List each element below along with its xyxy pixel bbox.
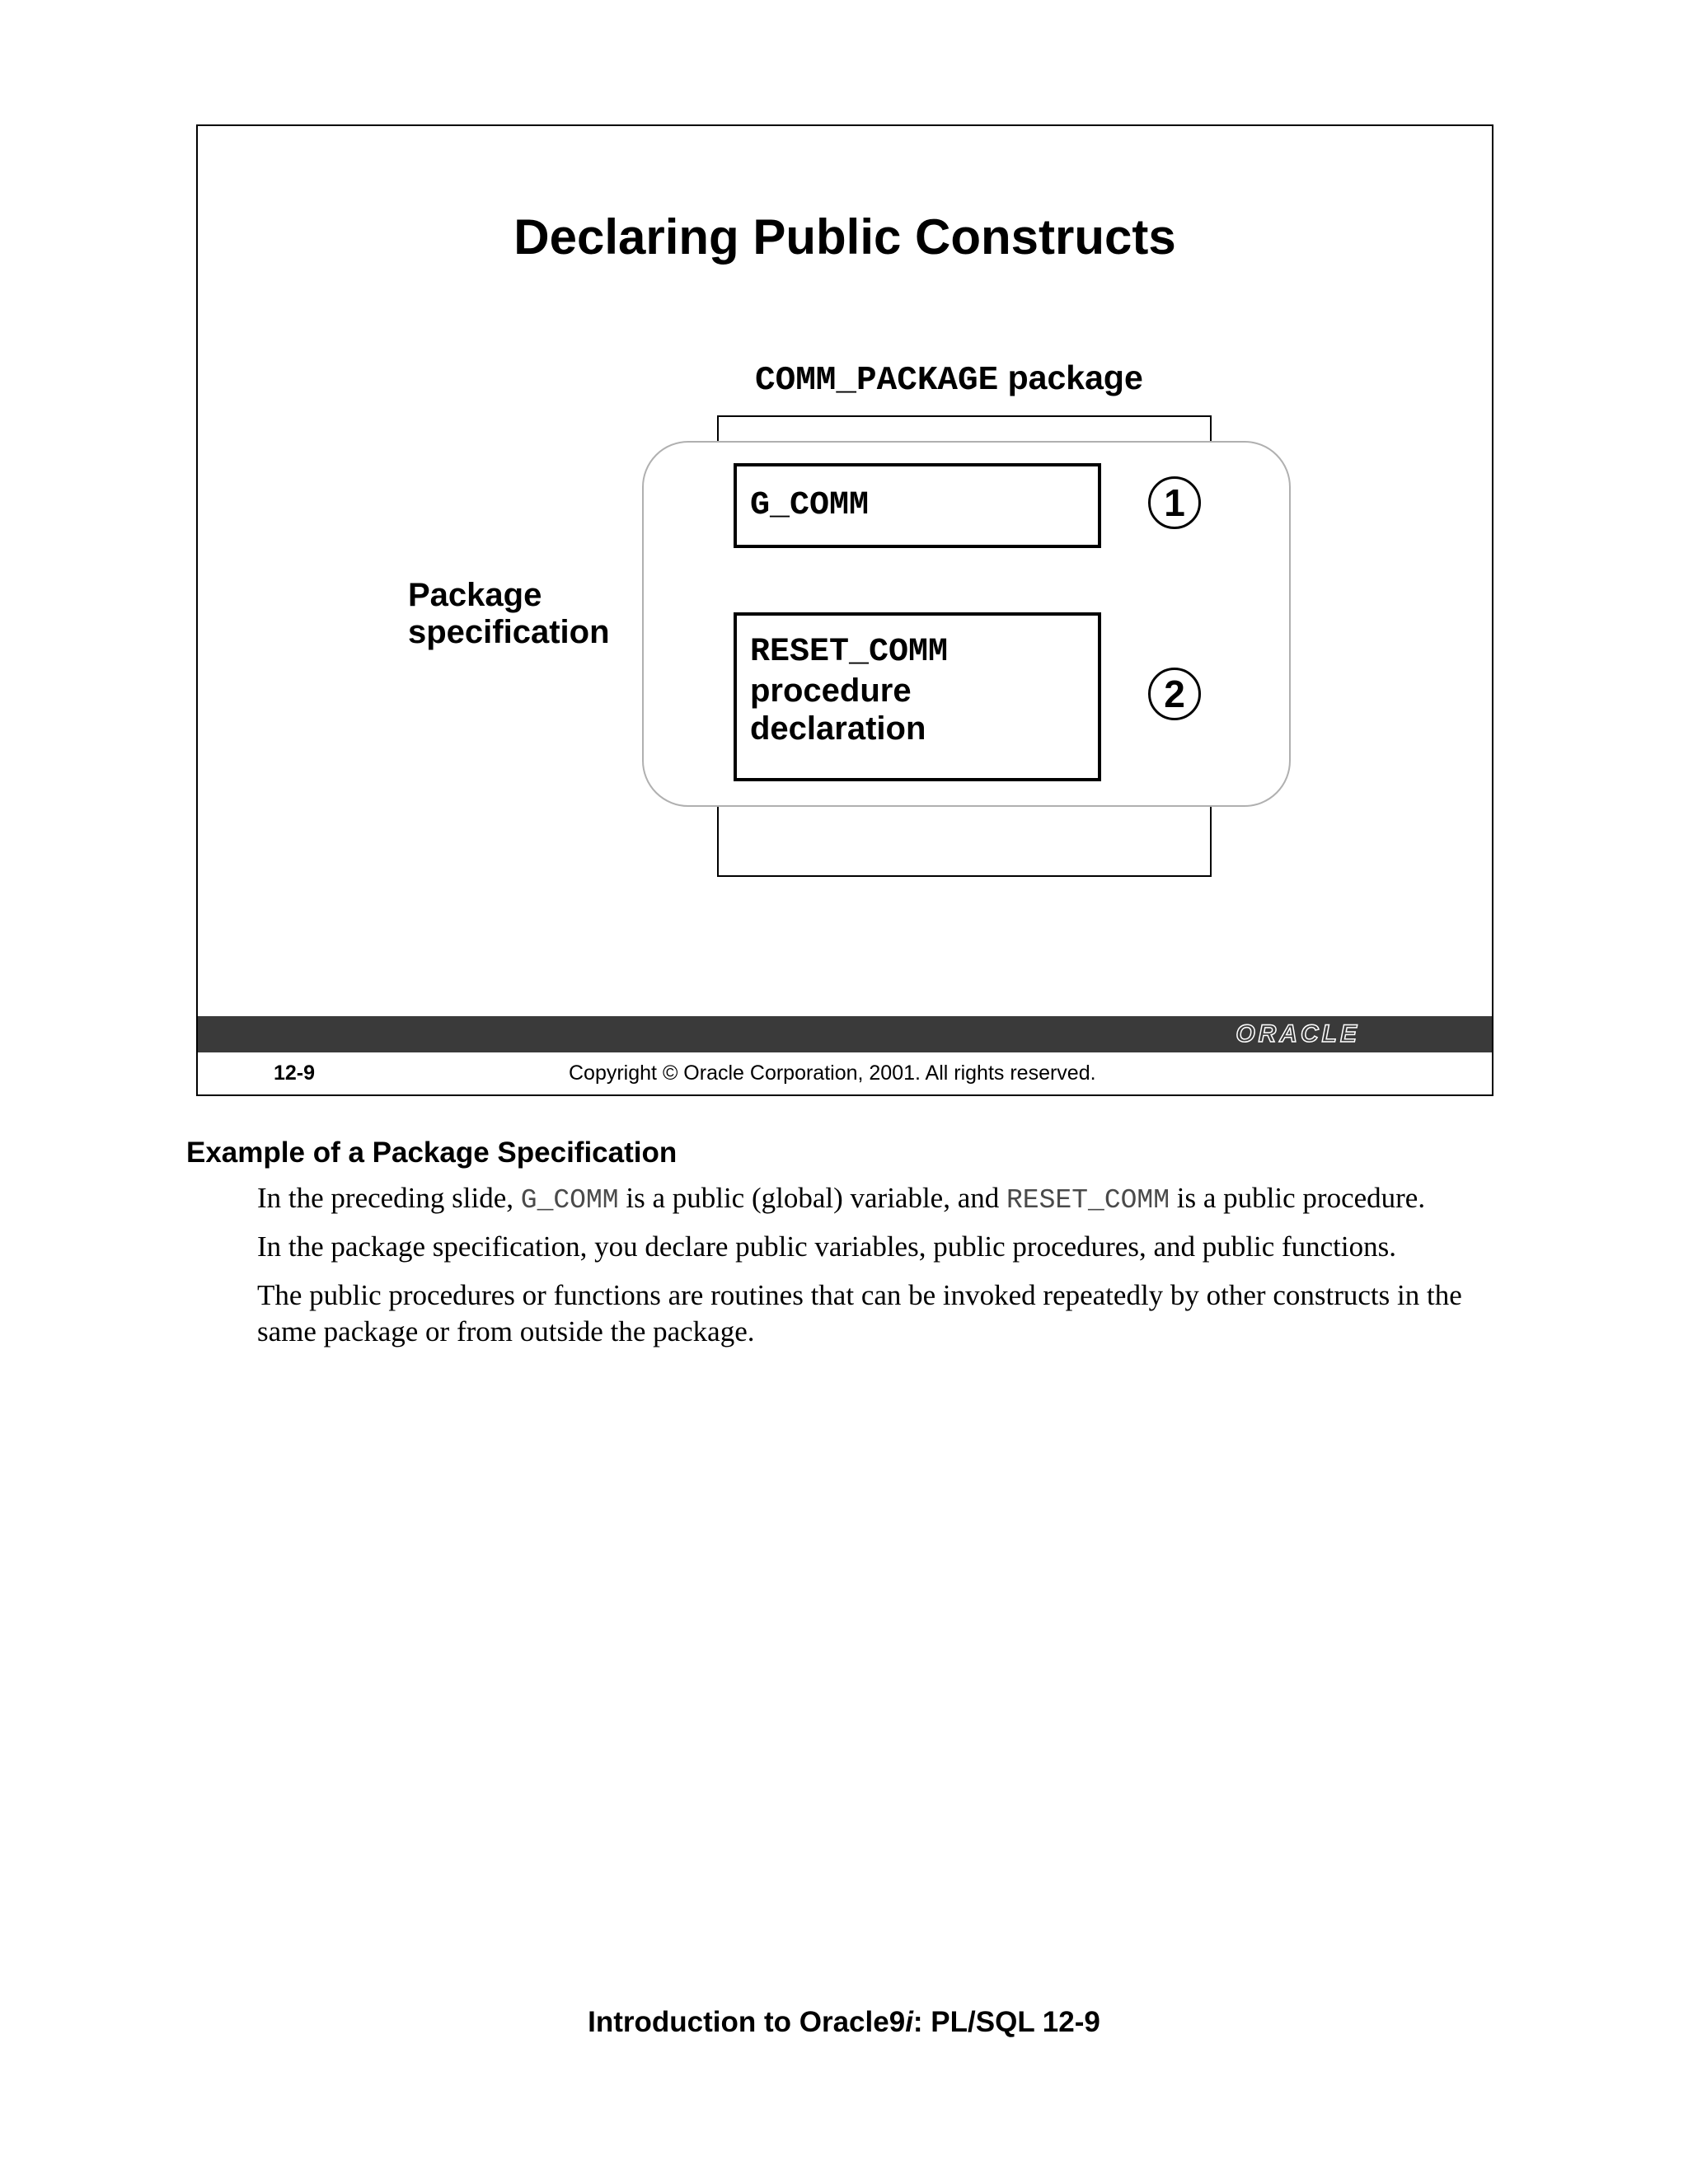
package-spec-label (408, 577, 610, 651)
p1-text-c: is a public procedure. (1170, 1182, 1426, 1214)
callout-number-2: 2 (1148, 668, 1201, 720)
section-heading: Example of a Package Specification (186, 1137, 678, 1169)
p1-text-b: is a public (global) variable, and (618, 1182, 1006, 1214)
notes-paragraph-2: In the package specification, you declare public variables, public procedures, and public functions. (257, 1230, 1396, 1263)
notes-paragraph-1 (257, 1180, 1510, 1219)
package-name: COMM_PACKAGE (755, 362, 999, 400)
reset-comm-label: RESET_COMM (750, 634, 949, 671)
procedure-text-line2: declaration (750, 710, 926, 747)
spec-label-line1: Package (408, 577, 542, 613)
package-title (755, 357, 1143, 401)
oracle-logo: ORACLE (1236, 1020, 1360, 1047)
oracle-bar (198, 1016, 1492, 1052)
footer-prefix: Introduction to Oracle9 (588, 2006, 906, 2038)
callout-number-1: 1 (1148, 476, 1201, 529)
slide-number: 12-9 (274, 1062, 316, 1085)
public-procedure-box (734, 612, 1101, 781)
notes-paragraph-3: The public procedures or functions are routines that can be invoked repeatedly by other constructs in the same package or from outside the package. (257, 1279, 1462, 1347)
public-variable-box (734, 463, 1101, 548)
slide-title: Declaring Public Constructs (513, 209, 1176, 265)
copyright-notice: Copyright © Oracle Corporation, 2001. All rights reserved. (569, 1062, 1096, 1085)
p1-text-a: In the preceding slide, (257, 1182, 521, 1214)
spec-label-line2: specification (408, 614, 610, 650)
p1-code-g-comm: G_COMM (520, 1185, 619, 1216)
slide-footer (198, 1052, 1492, 1094)
package-word: package (998, 359, 1143, 396)
procedure-text-line1: procedure (750, 673, 912, 709)
footer-italic-i: i (905, 2006, 913, 2038)
g-comm-label: G_COMM (750, 486, 870, 524)
footer-suffix: : PL/SQL 12-9 (912, 2006, 1100, 2038)
slide-frame (196, 124, 1493, 1096)
page-footer (0, 2004, 1688, 2041)
p1-code-reset-comm: RESET_COMM (1006, 1185, 1170, 1216)
